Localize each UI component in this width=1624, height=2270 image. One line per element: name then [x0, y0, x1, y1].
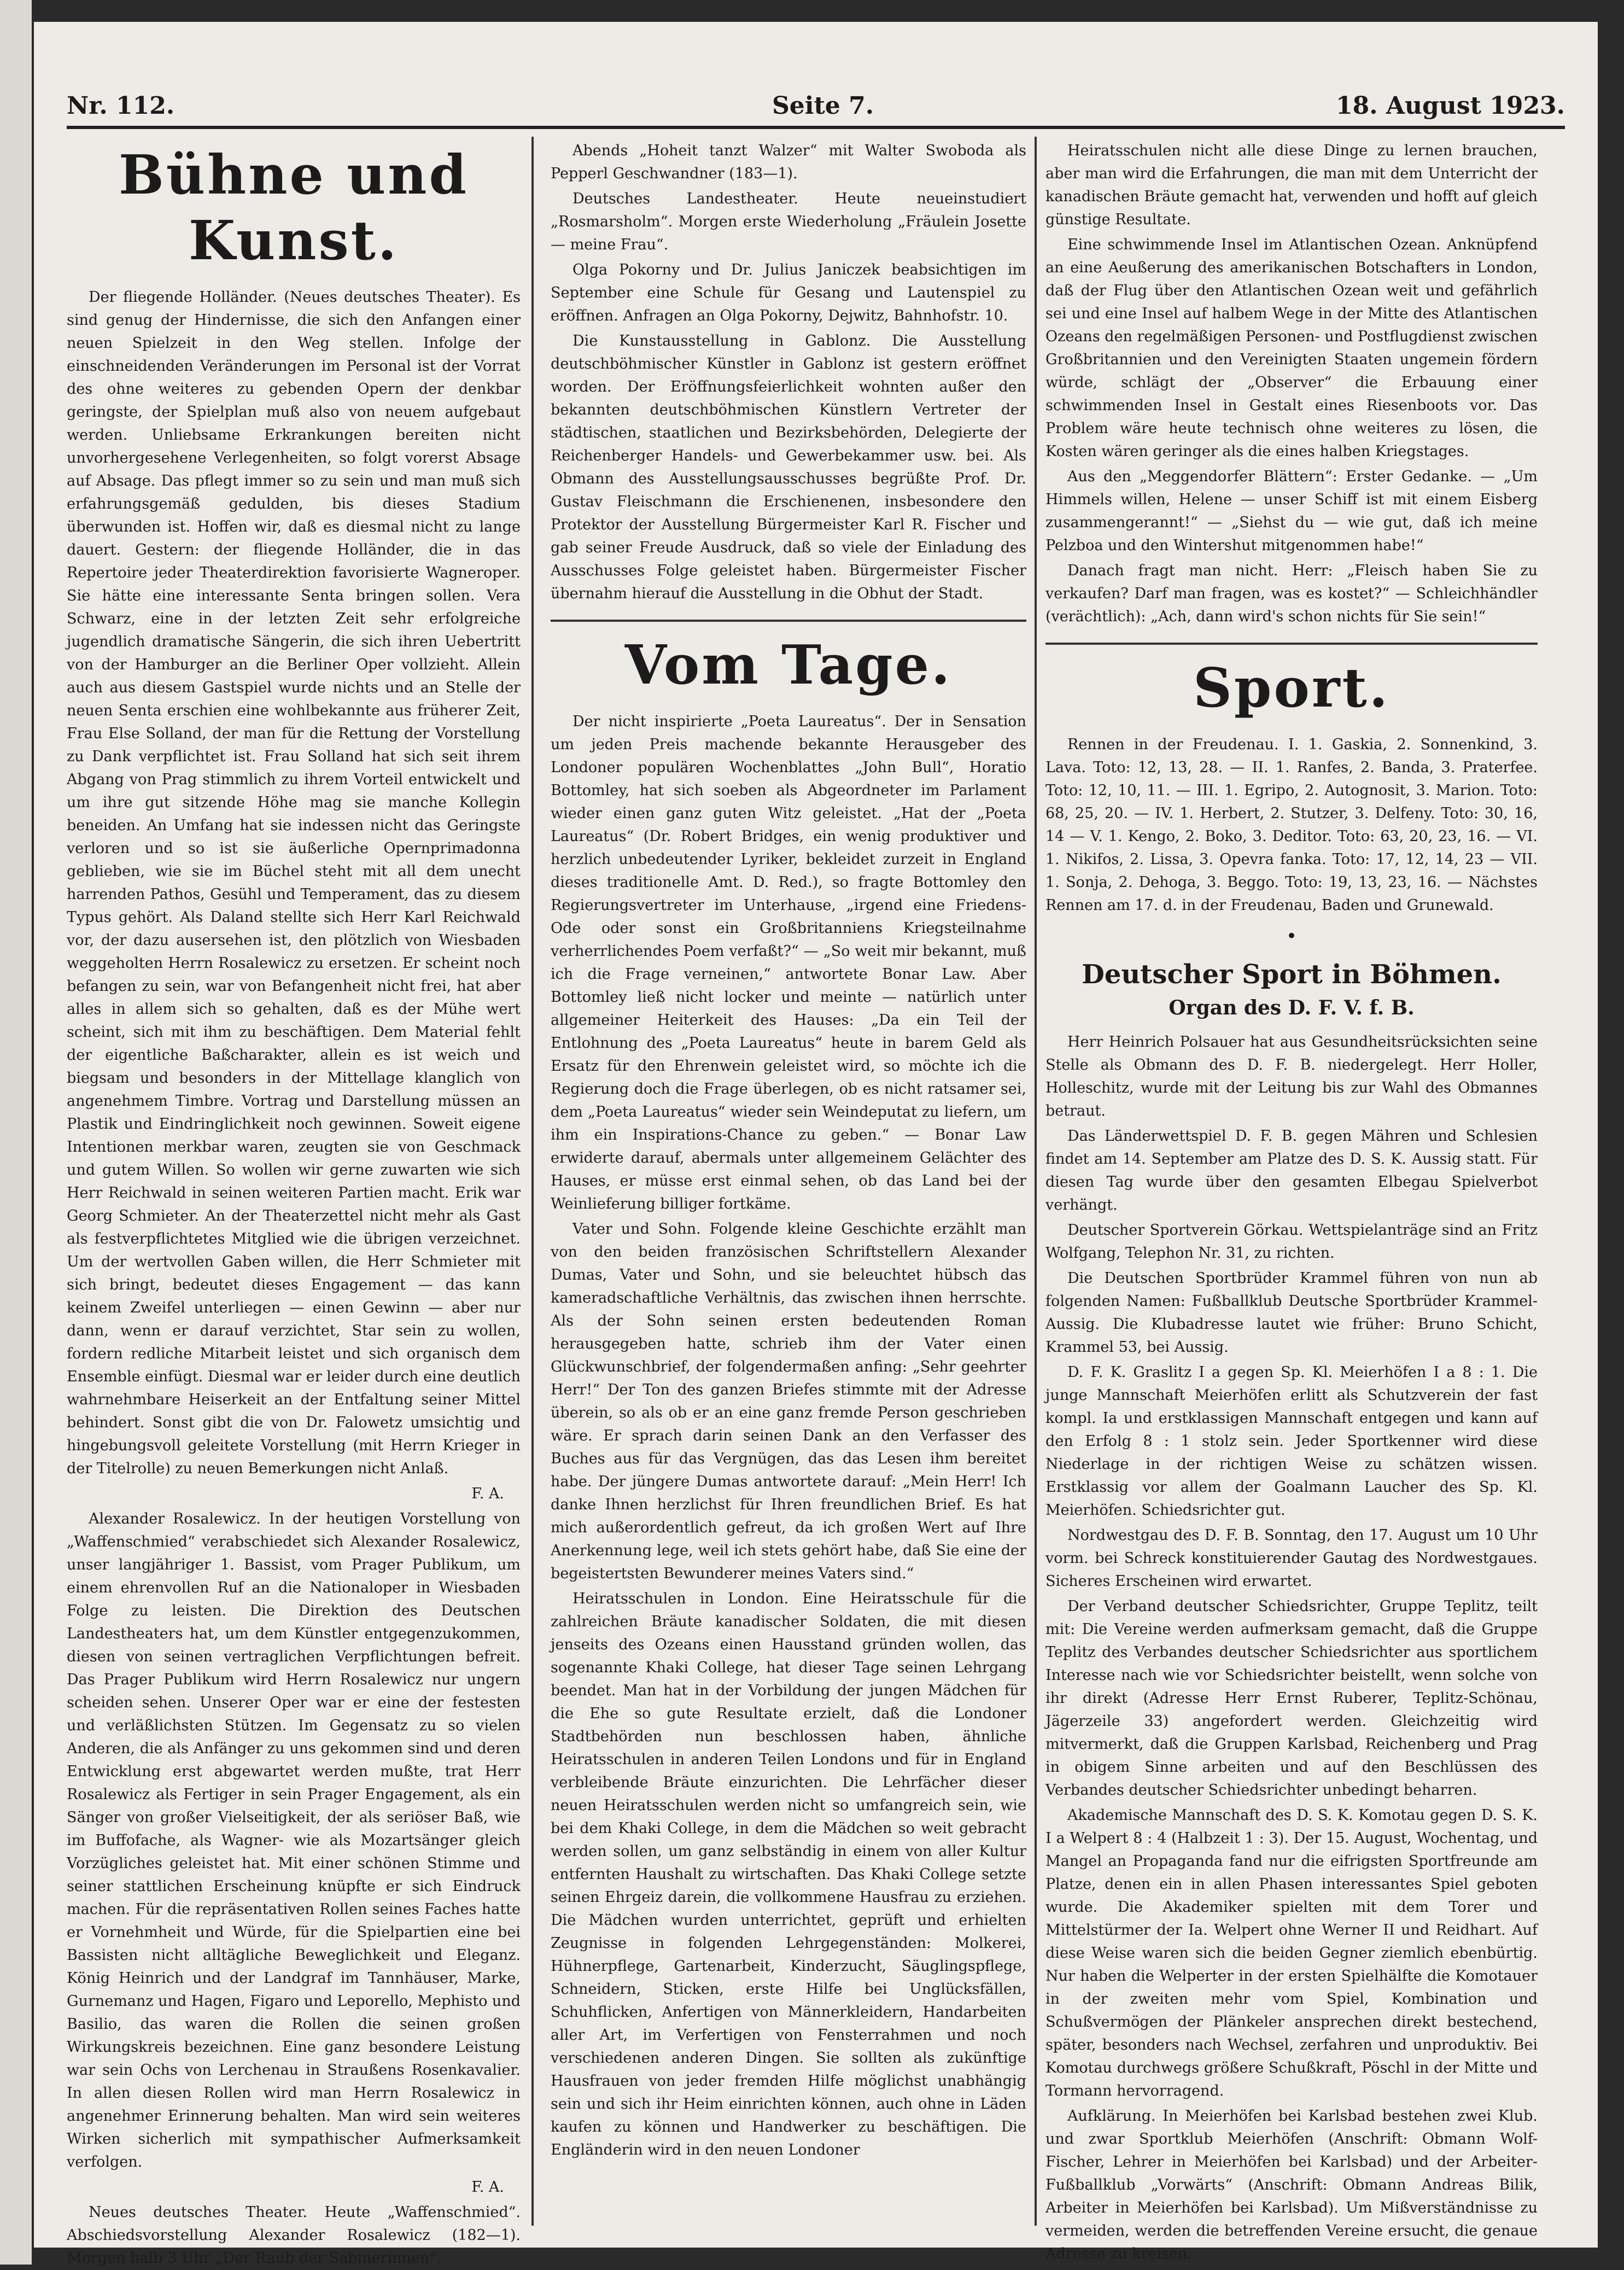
article-meggendorfer: Aus den „Meggendorfer Blättern“: Erster Gedanke. — „Um Himmels willen, Helene — unser Schiff ist mit einem Eisberg zusammengerannt!“ — „Siehst du — wie gut, daß ich meine Pelzboa und den Wintershut mitgenommen habe!“: [1045, 468, 1538, 554]
article-poeta-laureatus: Der nicht inspirierte „Poeta Laureatus“. Der in Sensation um jeden Preis machende bekannte Herausgeber des Londoner populären Wochenblattes „John Bull“, Horatio Bottomley, hat sich soeben als Abgeordneter im Parlament wieder einen ganz guten Witz geleistet. „Hat der „Poeta Laureatus“ (Dr. Robert Bridges, ein wenig produktiver und herzlich unbedeutender Lyriker, bekleidet zurzeit in England dieses traditionelle Amt. D. Red.), so fragte Bottomley den Regierungsvertreter im Unterhause, „irgend eine Friedens-Ode oder sonst ein Großbritanniens Kriegsteilnahme verherrlichendes Poem verfaßt?“ — „So weit mir bekannt, muß ich die Frage verneinen,“ antwortete Bonar Law. Aber Bottomley ließ nicht locker und meinte — natürlich unter allgemeiner Heiterkeit des Hauses: „Da ein Teil der Entlohnung des „Poeta Laureatus“ heute in barem Geld als Ersatz für den Ehrenwein geleistet wird, so möchte ich die Regierung doch die Frage überlegen, ob es nicht ratsamer sei, dem „Poeta Laureatus“ wieder sein Weindeputat zu liefern, um ihm ein Inspirations-Chance zu geben.“ — Bonar Law erwiderte darauf, abermals unter allgemeinem Gelächter des Hauses, er müsse erst einmal sehen, ob das Land bei der Weinlieferung billiger fortkäme.: [551, 713, 1026, 1212]
article-heiratsschulen: Heiratsschulen in London. Eine Heiratsschule für die zahlreichen Bräute kanadischer Soldaten, die mit diesen jenseits des Ozeans einen Hausstand gründen wollen, das sogenannte Khaki College, hat dieser Tage seinen Lehrgang beendet. Man hat in der Vorbildung der jungen Mädchen für die Ehe so gute Resultate erzielt, daß die Londoner Stadtbehörden nun beschlossen haben, ähnliche Heiratsschulen in anderen Teilen Londons und für in England verbleibende Bräute einzurichten. Die Lehrfächer dieser neuen Heiratsschulen werden nicht so umfangreich sein, wie bei dem Khaki College, in dem die Mädchen so weit gebracht werden sollen, um ganz selbständig in einem von aller Kultur entfernten Haushalt zu wirtschaften. Das Khaki College setzte seinen Ehrgeiz darein, die vollkommene Hausfrau zu erziehen. Die Mädchen wurden unterrichtet, geprüft und erhielten Zeugnisse in folgenden Lehrgegenständen: Molkerei, Hühnerpflege, Gartenarbeit, Kinderzucht, Säuglingspflege, Schneidern, Sticken, erste Hilfe bei Unglücksfällen, Schuhflicken, Anfertigen von Männerkleidern, Handarbeiten aller Art, im Verfertigen von Fensterrahmen und noch verschiedenen anderen Dingen. Sie sollten als zukünftige Hausfrauen von jeder fremden Hilfe möglichst unabhängig sein und sich ihr Heim einrichten können, auch ohne in Läden kaufen zu können und Handwerker zu beschäftigen. Die Engländerin wird in den neuen Londoner: [551, 1590, 1026, 2158]
section-divider: [1045, 643, 1538, 645]
column-1: [67, 139, 521, 2267]
article-vater-und-sohn: Vater und Sohn. Folgende kleine Geschichte erzählt man von den beiden französischen Schriftstellern Alexander Dumas, Vater und Sohn, und sie beleuchtet hübsch das kameradschaftliche Verhältnis, das zwischen ihnen herrschte. Als der Sohn seinen ersten bedeutenden Roman herausgegeben hatte, schrieb ihm der Vater einen Glückwunschbrief, der folgendermaßen anfing: „Sehr geehrter Herr!“ Der Ton des ganzen Briefes stimmte mit der Adresse überein, so als ob er an eine ganz fremde Person geschrieben wäre. Er sprach darin seinen Dank an den Verfasser des Buches aus für das Vergnügen, das das Lesen ihm bereitet habe. Der jüngere Dumas antwortete darauf: „Mein Herr! Ich danke Ihnen herzlichst für Ihren freundlichen Brief. Es hat mich außerordentlich gefreut, da ich großen Wert auf Ihre Anerkennung lege, weil ich stets gehört habe, daß Sie eine der begeistertsten Bewunderer meines Vaters sind.“: [551, 1221, 1026, 1582]
article-danach-fragt: Danach fragt man nicht. Herr: „Fleisch haben Sie zu verkaufen? Darf man fragen, was es kostet?“ — Schleichhändler (verächtlich): „Ach, dann wird's schon nichts für Sie sein!“: [1045, 562, 1538, 625]
section-divider: [551, 620, 1026, 622]
newspaper-page: [34, 22, 1598, 2267]
section-title-vom-tage: Vom Tage.: [624, 634, 953, 697]
column-2: [551, 139, 1026, 2226]
column-divider: [531, 137, 534, 2226]
issue-number: Nr. 112.: [67, 92, 175, 120]
notice-abends: Abends „Hoheit tanzt Walzer“ mit Walter Swoboda als Pepperl Geschwandner (183—1).: [551, 142, 1026, 182]
notice-gesangschule: Olga Pokorny und Dr. Julius Janiczek beabsichtigen im September eine Schule für Gesang und Lautenspiel zu eröffnen. Anfragen an Olga Pokorny, Dejwitz, Bahnhofstr. 10.: [551, 261, 1026, 324]
sport-notice-graslitz: D. F. K. Graslitz I a gegen Sp. Kl. Meierhöfen I a 8 : 1. Die junge Mannschaft Meierhöfen erlitt als Schutzverein der fast kompl. Ia und erstklassigen Mannschaft entgegen und kann auf den Erfolg 8 : 1 stolz sein. Jeder Sportkenner wird diese Niederlage in der richtigen Weise zu schätzen wissen. Erstklassig vor allem der Goalmann Laucher des Sp. Kl. Meierhöfen. Schiedsrichter gut.: [1045, 1364, 1538, 1519]
article-fliegende-hollaender: Der fliegende Holländer. (Neues deutsches Theater). Es sind genug der Hindernisse, die sich den Anfangen einer neuen Spielzeit in den Weg stellen. Infolge der einschneidenden Veränderungen im Personal ist der Vorrat des ohne weiteres zu gebenden Opern der denkbar geringste, der Spielplan muß also von neuem aufgebaut werden. Unliebsame Erkrankungen bereiten nicht unvorhergesehene Verlegenheiten, so folgt vorerst Absage auf Absage. Das pflegt immer so zu sein und man muß sich erfahrungsgemäß gedulden, bis dieses Stadium überwunden ist. Hoffen wir, daß es diesmal nicht zu lange dauert. Gestern: der fliegende Holländer, die in das Repertoire jeder Theaterdirektion favorisierte Wagneroper. Sie hätte eine interessante Senta bringen sollen. Vera Schwarz, eine in der letzten Zeit sehr erfolgreiche jugendlich dramatische Sängerin, die sich ihren Uebertritt von der Hamburger an die Berliner Oper vollzieht. Allein auch aus diesem Gastspiel wurde nichts und an Stelle der neuen Senta erschien eine wohlbekannte aus früherer Zeit, Frau Else Solland, der man für die Rettung der Vorstellung zu Dank verpflichtet ist. Frau Solland hat sich seit ihrem Abgang von Prag stimmlich zu ihrem Vorteil entwickelt und um ihre gut sitzende Höhe mag sie manche Kollegin beneiden. An Umfang hat sie indessen nicht das Geringste verloren und so ist sie äußerliche Opernprimadonna geblieben, wie sie im Büchel steht mit all dem unecht harrenden Pathos, Gesühl und Temperament, das zu diesem Typus gehört. Als Daland stellte sich Herr Karl Reichwald vor, der dazu ausersehen ist, den plötzlich von Wiesbaden weggeholten Herrn Rosalewicz zu ersetzen. Er scheint noch befangen zu sein, war von Befangenheit nicht frei, hat aber alles in allem sich so gehalten, daß es der Mühe wert scheint, sich mit ihm zu beschäftigen. Dem Material fehlt der eigentliche Baßcharakter, allein es ist weich und biegsam und besonders in der Mittellage klanglich von angenehmem Timbre. Vortrag und Darstellung müssen an Plastik und Eindringlichkeit noch gewinnen. Soweit eigene Intentionen merkbar waren, zeugten sie von Geschmack und gutem Willen. So wollen wir gerne zuwarten wie sich Herr Reichwald in seinen weiteren Partien macht. Erik war Georg Schmieter. An der Theaterzettel nicht mehr als Gast als festverpflichtetes Mitglied wie die übrigen verzeichnet. Um der wertvollen Gaben willen, die Herr Schmieter mit sich bringt, bedeutet dieses Engagement — das kann keinem Zweifel unterliegen — einen Gewinn — aber nur dann, wenn er darauf verzichtet, Star sein zu wollen, fordern redliche Mitarbeit leistet und sich organisch dem Ensemble einfügt. Diesmal war er leider durch eine deutlich wahrnehmbare Heiserkeit an der Entfaltung seiner Mittel behindert. Sonst gibt die von Dr. Falowetz umsichtig und hingebungsvoll geleitete Vorstellung (mit Herrn Krieger in der Titelrolle) zu neuen Bemerkungen nicht Anlaß.: [67, 289, 521, 1477]
section-title-buehne: Bühne und Kunst.: [118, 144, 469, 272]
sport-notice-schiedsrichter: Der Verband deutscher Schiedsrichter, Gruppe Teplitz, teilt mit: Die Vereine werden aufmerksam gemacht, daß die Gruppe Teplitz des Verbandes deutscher Schiedsrichter aus sportlichem Interesse nach wie vor Schiedsrichter beistellt, wenn solche von ihr direkt (Adresse Herr Ernst Ruberer, Teplitz-Schönau, Jägerzeile 33) angefordert werden. Gleichzeitig wird mitvermerkt, daß die Gruppen Karlsbad, Reichenberg und Prag in obigem Sinne arbeiten und auf den Beschlüssen des Verbandes deutscher Schiedsrichter unbedingt beharren.: [1045, 1598, 1538, 1799]
page-header: [67, 87, 1565, 126]
article-heiratsschulen-cont: Heiratsschulen nicht alle diese Dinge zu lernen brauchen, aber man wird die Erfahrungen, die man mit dem Unterricht der kanadischen Bräute gemacht hat, verwenden und hofft auf gleich günstige Resultate.: [1045, 142, 1538, 228]
article-schwimmende-insel: Eine schwimmende Insel im Atlantischen Ozean. Anknüpfend an eine Aeußerung des amerikanischen Botschafters in London, daß der Flug über den Atlantischen Ozean weit und gefährlich sei und eine Insel auf halbem Wege in der Mitte des Atlantischen Ozeans den regelmäßigen Personen- und Postflugdienst zwischen Großbritannien und den Vereinigten Staaten ungemein fördern würde, schlägt der „Observer“ die Erbauung einer schwimmenden Insel in Gestalt eines Riesenboots vor. Das Problem wäre heute technisch ohne weiteres zu lösen, die Kosten wären geringer als die eines halben Kriegstages.: [1045, 236, 1538, 460]
subsection-title-deutscher-sport: Deutscher Sport in Böhmen.: [1082, 959, 1502, 990]
article-rosalewicz: Alexander Rosalewicz. In der heutigen Vorstellung von „Waffenschmied“ verabschiedet sich Alexander Rosalewicz, unser langjähriger 1. Bassist, vom Prager Publikum, um einem ehrenvollen Ruf an die Nationaloper in Wiesbaden Folge zu leisten. Die Direktion des Deutschen Landestheaters hat, um dem Künstler entgegenzukommen, diesen von seinen vertraglichen Verpflichtungen befreit. Das Prager Publikum wird Herrn Rosalewicz nur ungern scheiden sehen. Unserer Oper war er eine der festesten und verläßlichsten Stützen. Im Gegensatz zu so vielen Anderen, die als Anfänger zu uns gekommen sind und deren Entwicklung erst abgewartet werden mußte, trat Herr Rosalewicz als Fertiger in sein Prager Engagement, als ein Sänger von großer Vielseitigkeit, der als seriöser Baß, wie im Buffofache, als Wagner- wie als Mozartsänger gleich Vorzügliches geleistet hat. Mit einer schönen Stimme und seiner stattlichen Erscheinung knüpfte er sich Eindruck machen. Für die repräsentativen Rollen seines Faches hatte er Vornehmheit und Würde, für die Spielpartien eine bei Bassisten nicht alltägliche Beweglichkeit und Eleganz. König Heinrich und der Landgraf im Tannhäuser, Marke, Gurnemanz und Hagen, Figaro und Leporello, Mephisto und Basilio, das waren die Rollen die seinen großen Wirkungskreis bezeichnen. Eine ganz besondere Leistung war sein Ochs von Lerchenau in Straußens Rosenkavalier. In allen diesen Rollen wird man Herrn Rosalewicz in angenehmer Erinnerung behalten. Man wird sein weiteres Wirken sicherlich mit sympathischer Aufmerksamkeit verfolgen.: [67, 1510, 521, 2170]
article-signature: F. A.: [471, 2179, 504, 2196]
article-signature: F. A.: [471, 1485, 504, 1502]
header-rule: [67, 126, 1565, 129]
issue-date: 18. August 1923.: [1336, 92, 1565, 120]
column-3: [1045, 139, 1538, 2262]
section-title-sport: Sport.: [1193, 657, 1390, 720]
notice-landestheater: Deutsches Landestheater. Heute neueinstudiert „Rosmarsholm“. Morgen erste Wiederholung „Fräulein Josette — meine Frau“.: [551, 190, 1026, 253]
bullet-ornament: •: [1286, 925, 1298, 947]
page-number: Seite 7.: [772, 92, 874, 120]
article-kunstausstellung: Die Kunstausstellung in Gablonz. Die Ausstellung deutschböhmischer Künstler in Gablonz ist gestern eröffnet worden. Der Eröffnungsfeierlichkeit wohnten außer den bekannten deutschböhmischen Künstlern Vertreter der städtischen, staatlichen und Bezirksbehörden, Delegierte der Reichenberger Handels- und Gewerbekammer usw. bei. Als Obmann des Ausstellungsausschusses begrüßte Prof. Dr. Gustav Fleischmann die Erschienenen, insbesondere den Protektor der Ausstellung Bürgermeister Karl R. Fischer und gab seiner Freude Ausdruck, daß so viele der Einladung des Ausschusses Folge geleistet haben. Bürgermeister Fischer übernahm hierauf die Ausstellung in die Obhut der Stadt.: [551, 332, 1026, 602]
sport-notice-komotau: Akademische Mannschaft des D. S. K. Komotau gegen D. S. K. I a Welpert 8 : 4 (Halbzeit 1 : 3). Der 15. August, Wochentag, und Mangel an Propaganda fand nur die eifrigsten Sportfreunde am Platze, denen ein in allen Phasen interessantes Spiel geboten wurde. Die Akademiker spielten mit dem Torer und Mittelstürmer der Ia. Welpert ohne Werner II und Reidhart. Auf diese Weise waren sich die beiden Gegner ziemlich ebenbürtig. Nur haben die Welperter in der ersten Spielhälfte die Komotauer in der zweiten mehr vom Spiel, Kombination und Schußvermögen der Plänkeler ansprechen direkt bestechend, später, besonders nach Wechsel, zerfahren und unproduktiv. Bei Komotau durchwegs größere Schußkraft, Pöschl in der Mitte und Tormann hervorragend.: [1045, 1807, 1538, 2099]
column-divider: [1035, 137, 1037, 2226]
sport-notice-polsauer: Herr Heinrich Polsauer hat aus Gesundheitsrücksichten seine Stelle als Obmann des D. F. B. niedergelegt. Herr Holler, Holleschitz, wurde mit der Leitung bis zur Wahl des Obmannes betraut.: [1045, 1034, 1538, 1119]
notice-neues-theater: Neues deutsches Theater. Heute „Waffenschmied“. Abschiedsvorstellung Alexander Rosalewicz (182—1). Morgen halb 3 Uhr „Der Raub der Sabinerinnen“.: [67, 2204, 521, 2267]
sport-notice-krammel: Die Deutschen Sportbrüder Krammel führen von nun ab folgenden Namen: Fußballklub Deutsche Sportbrüder Krammel-Aussig. Die Klubadresse lautet wie früher: Bruno Schicht, Krammel 53, bei Aussig.: [1045, 1270, 1538, 1356]
sport-notice-nordwestgau: Nordwestgau des D. F. B. Sonntag, den 17. August um 10 Uhr vorm. bei Schreck konstituierender Gautag des Nordwestgaues. Sicheres Erscheinen wird erwartet.: [1045, 1527, 1538, 1590]
sport-notice-goerkau: Deutscher Sportverein Görkau. Wettspielanträge sind an Fritz Wolfgang, Telephon Nr. 31, zu richten.: [1045, 1222, 1538, 1262]
subsection-organ: Organ des D. F. V. f. B.: [1169, 996, 1415, 1019]
sport-notice-laenderwettspiel: Das Länderwettspiel D. F. B. gegen Mähren und Schlesien findet am 14. September am Platze des D. S. K. Aussig statt. Für diesen Tag wurde über den gesamten Elbegau Spielverbot verhängt.: [1045, 1128, 1538, 1213]
sport-notice-aufklaerung: Aufklärung. In Meierhöfen bei Karlsbad bestehen zwei Klub. und zwar Sportklub Meierhöfen (Anschrift: Obmann Wolf-Fischer, Lehrer in Meierhöfen bei Karlsbad) und der Arbeiter-Fußballklub „Vorwärts“ (Anschrift: Obmann Andreas Bilik, Arbeiter in Meierhöfen bei Karlsbad). Um Mißverständnisse zu vermeiden, werden die betreffenden Vereine ersucht, die genaue Adresse zu kreisen.: [1045, 2108, 1538, 2262]
article-rennen-freudenau: Rennen in der Freudenau. I. 1. Gaskia, 2. Sonnenkind, 3. Lava. Toto: 12, 13, 28. — II. 1. Ranfes, 2. Banda, 3. Praterfee. Toto: 12, 10, 11. — III. 1. Egripo, 2. Autognosit, 3. Marion. Toto: 68, 25, 20. — IV. 1. Herbert, 2. Stutzer, 3. Delfeny. Toto: 30, 16, 14 — V. 1. Kengo, 2. Boko, 3. Deditor. Toto: 63, 20, 23, 16. — VI. 1. Nikifos, 2. Lissa, 3. Opevra fanka. Toto: 17, 12, 14, 23 — VII. 1. Sonja, 2. Dehoga, 3. Beggo. Toto: 19, 13, 23, 16. — Nächstes Rennen am 17. d. in der Freudenau, Baden und Grunewald.: [1045, 736, 1538, 914]
scan-edge: [0, 0, 32, 2265]
